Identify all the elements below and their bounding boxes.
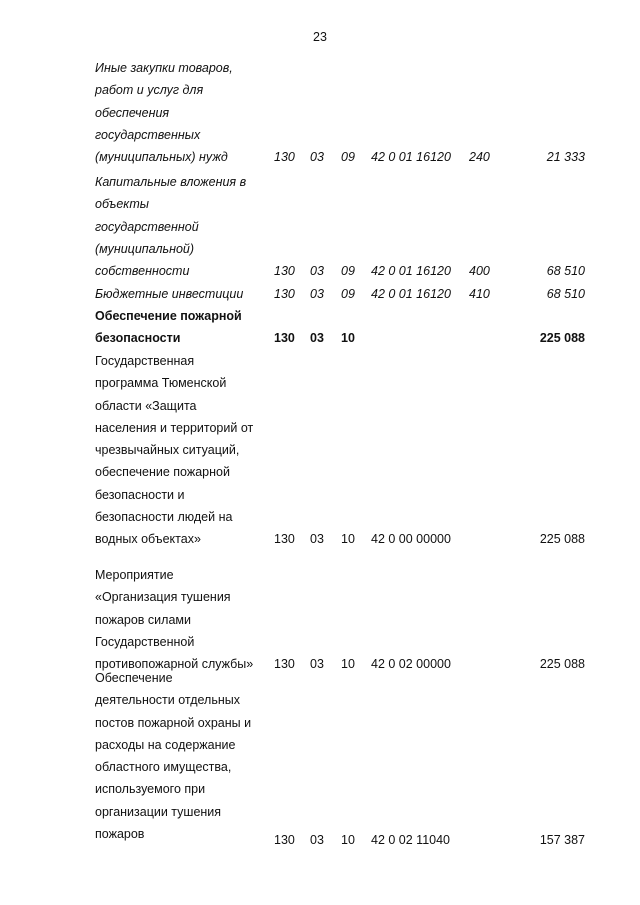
description-line: Обеспечение пожарной <box>95 309 242 323</box>
expense-type-code: 400 <box>469 264 490 279</box>
page-number: 23 <box>313 30 327 44</box>
description-line: (муниципальных) нужд <box>95 150 228 165</box>
description-line: Капитальные вложения в <box>95 175 247 189</box>
description-line: государственной <box>95 219 199 234</box>
target-article-code: 42 0 00 00000 <box>371 532 451 547</box>
target-article-code: 42 0 01 16120 <box>371 287 451 301</box>
subsection-code: 09 <box>341 264 355 279</box>
description-line: обеспечения <box>95 105 170 120</box>
subsection-code: 10 <box>341 657 355 672</box>
description-line: собственности <box>95 264 190 279</box>
ministry-code: 130 <box>274 657 295 672</box>
description-line: Мероприятие <box>95 568 174 582</box>
expense-type-code: 410 <box>469 287 490 301</box>
amount: 21 333 <box>546 150 585 165</box>
section-code: 03 <box>310 287 324 301</box>
amount: 225 088 <box>539 657 585 672</box>
description-line: деятельности отдельных <box>95 693 240 708</box>
description-line: чрезвычайных ситуаций, <box>95 443 240 458</box>
description-line: Обеспечение <box>95 671 173 685</box>
description-line: населения и территорий от <box>95 420 254 435</box>
ministry-code: 130 <box>274 532 295 547</box>
description-line: расходы на содержание <box>95 737 236 752</box>
subsection-code: 09 <box>341 150 355 165</box>
description-line: пожаров <box>95 827 145 842</box>
section-code: 03 <box>310 331 324 346</box>
target-article-code: 42 0 01 16120 <box>371 264 451 279</box>
description-line: используемого при <box>95 782 206 797</box>
ministry-code: 130 <box>274 331 295 346</box>
target-article-code: 42 0 01 16120 <box>371 150 451 165</box>
amount: 225 088 <box>539 331 585 346</box>
description-line: безопасности <box>95 331 181 346</box>
ministry-code: 130 <box>274 833 295 848</box>
row-description <box>95 564 270 675</box>
subsection-code: 10 <box>341 331 355 346</box>
subsection-code: 10 <box>341 532 355 547</box>
description-line: работ и услуг для <box>95 83 204 98</box>
description-line: Иные закупки товаров, <box>95 61 233 75</box>
description-line: объекты <box>95 197 149 212</box>
amount: 157 387 <box>539 833 585 848</box>
description-line: водных объектах» <box>95 532 201 547</box>
description-line: областного имущества, <box>95 760 232 775</box>
amount: 68 510 <box>546 287 585 301</box>
target-article-code: 42 0 02 00000 <box>371 657 451 672</box>
description-line: программа Тюменской <box>95 376 227 391</box>
row-description <box>95 171 270 282</box>
target-article-code: 42 0 02 11040 <box>371 833 451 848</box>
description-line: «Организация тушения <box>95 590 231 605</box>
description-line: Государственной <box>95 634 195 649</box>
section-code: 03 <box>310 657 324 672</box>
expense-type-code: 240 <box>469 150 490 165</box>
ministry-code: 130 <box>274 150 295 165</box>
section-code: 03 <box>310 264 324 279</box>
section-code: 03 <box>310 532 324 547</box>
row-description <box>95 667 270 845</box>
ministry-code: 130 <box>274 287 295 301</box>
section-code: 03 <box>310 833 324 848</box>
row-description <box>95 57 270 168</box>
ministry-code: 130 <box>274 264 295 279</box>
description-line: постов пожарной охраны и <box>95 715 252 730</box>
subsection-code: 09 <box>341 287 355 301</box>
description-line: пожаров силами <box>95 612 191 627</box>
section-code: 03 <box>310 150 324 165</box>
description-line: государственных <box>95 127 201 142</box>
amount: 225 088 <box>539 532 585 547</box>
row-description <box>95 350 270 551</box>
row-description <box>95 283 270 305</box>
description-line: безопасности и <box>95 487 185 502</box>
description-line: противопожарной службы» <box>95 657 254 672</box>
amount: 68 510 <box>546 264 585 279</box>
description-line: обеспечение пожарной <box>95 465 230 480</box>
description-line: области «Защита <box>95 398 197 413</box>
description-line: Бюджетные инвестиции <box>95 287 244 301</box>
description-line: Государственная <box>95 354 195 368</box>
subsection-code: 10 <box>341 833 355 848</box>
description-line: безопасности людей на <box>95 510 233 525</box>
description-line: (муниципальной) <box>95 241 195 256</box>
description-line: организации тушения <box>95 804 222 819</box>
row-description <box>95 305 270 350</box>
